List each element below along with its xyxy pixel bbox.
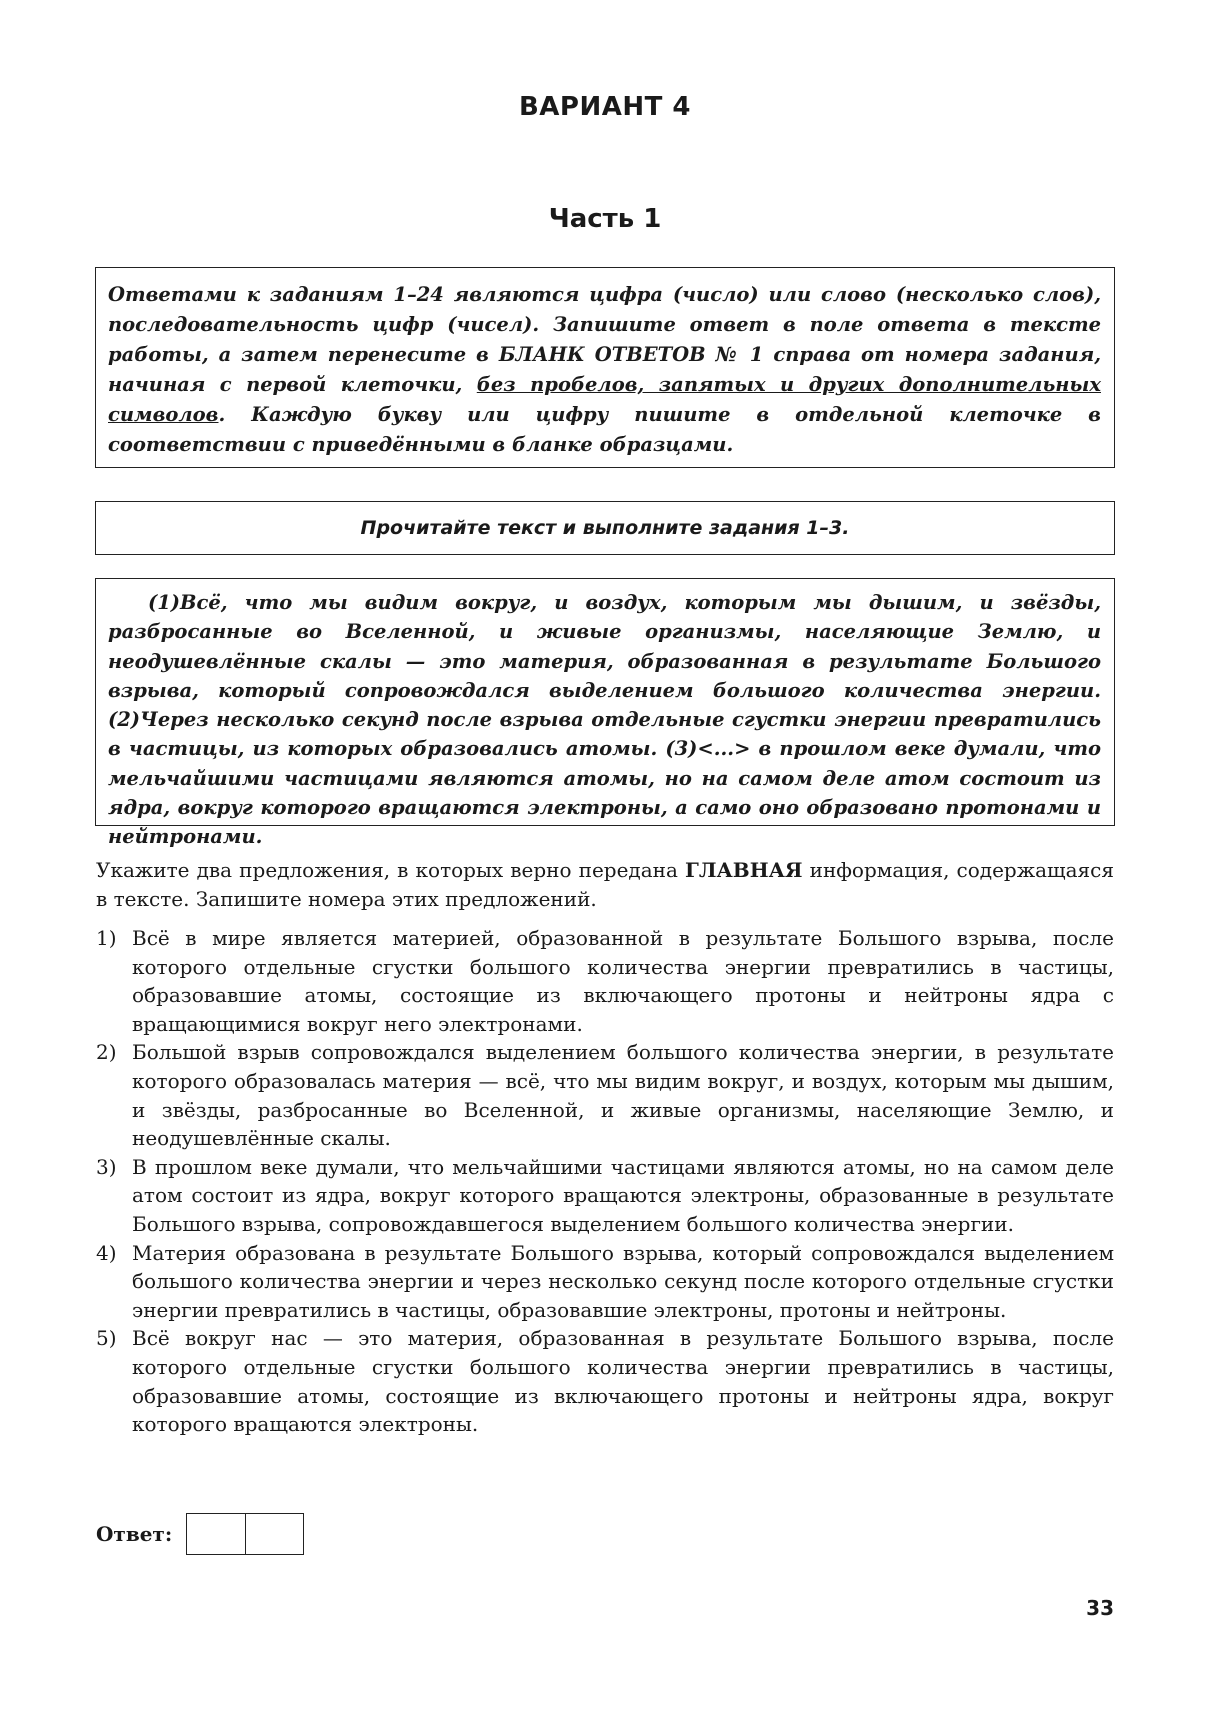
option-number: 4) [96, 1240, 117, 1265]
page-number: 33 [1086, 1596, 1114, 1620]
option-number: 2) [96, 1040, 117, 1065]
option-number: 3) [96, 1154, 117, 1179]
question-text-start: Укажите два предложения, в которых верно передана [96, 858, 686, 882]
option-4 [96, 1239, 1114, 1325]
answer-cell-2[interactable] [245, 1514, 303, 1554]
answer-row [96, 1512, 304, 1556]
option-number: 5) [96, 1326, 117, 1351]
variant-title: ВАРИАНТ 4 [518, 92, 691, 122]
task-header: Прочитайте текст и выполните задания 1–3. [95, 501, 1115, 555]
instructions-text: Ответами к заданиям 1–24 являются цифра (число) или слово (несколько слов), последовательность цифр (чисел). Запишите ответ в поле ответа в тексте работы, а затем перенесите в БЛАНК ОТВЕТОВ № 1 справа от номера задания, начиная с первой клеточки, [108, 283, 1101, 396]
option-3 [96, 1153, 1114, 1239]
option-text: Всё в мире является материей, образованной в результате Большого взрыва, после которого отдельные сгустки большого количества энергии превратились в частицы, образовавшие атомы, состоящие из включающего протоны и нейтроны ядра с вращающимися вокруг него электронами. [132, 926, 1114, 1036]
instructions-underlined-text: без пробелов, запятых и других дополнительных символов [108, 373, 1101, 426]
option-2 [96, 1038, 1114, 1152]
option-text: Большой взрыв сопровождался выделением большого количества энергии, в результате которого образовалась материя — всё, что мы видим вокруг, и воздух, которым мы дышим, и звёзды, разбросанные во Вселенной, и живые организмы, населяющие Землю, и неодушевлённые скалы. [132, 1040, 1114, 1151]
part-title: Часть 1 [548, 204, 662, 234]
answer-cells [186, 1513, 304, 1555]
question-text-end: информация, содержащаяся в тексте. Запишите номера этих предложений. [96, 858, 1114, 911]
answer-cell-1[interactable] [187, 1514, 245, 1554]
option-number: 1) [96, 926, 117, 950]
question-emphasis: ГЛАВНАЯ [685, 858, 803, 882]
option-5 [96, 1324, 1114, 1438]
option-text: Материя образована в результате Большого взрыва, который сопровождался выделением большого количества энергии и через несколько секунд после которого отдельные сгустки энергии превратились в частицы, образовавшие электроны, протоны и нейтроны. [132, 1240, 1114, 1322]
option-1 [96, 924, 1114, 1038]
option-text: В прошлом веке думали, что мельчайшими частицами являются атомы, но на самом деле атом состоит из ядра, вокруг которого вращаются электроны, образованные в результате Большого взрыва, сопровождавшегося выделением большого количества энергии. [132, 1154, 1114, 1236]
question-text [96, 856, 1114, 914]
answer-label: Ответ: [96, 1522, 173, 1546]
answer-options-list [96, 924, 1114, 1439]
option-text: Всё вокруг нас — это материя, образованная в результате Большого взрыва, после которого отдельные сгустки большого количества энергии превратились в частицы, образовавшие атомы, состоящие из включающего протоны и нейтроны ядра, вокруг которого вращаются электроны. [132, 1326, 1114, 1437]
instructions-text-end: . Каждую букву или цифру пишите в отдельной клеточке в соответствии с приведёнными в бланке образцами. [108, 403, 1101, 456]
instructions-box [95, 267, 1115, 468]
source-text: (1)Всё, что мы видим вокруг, и воздух, которым мы дышим, и звёзды, разбросанные во Вселенной, и живые организмы, населяющие Землю, и неодушевлённые скалы — это материя, образованная в результате Большого взрыва, который сопровождался выделением большого количества энергии. (2)Через несколько секунд после взрыва отдельные сгустки энергии превратились в частицы, из которых образовались атомы. (3)<...> в прошлом веке думали, что мельчайшими частицами являются атомы, но на самом деле атом состоит из ядра, вокруг которого вращаются электроны, а само оно образовано протонами и нейтронами. [95, 578, 1115, 826]
